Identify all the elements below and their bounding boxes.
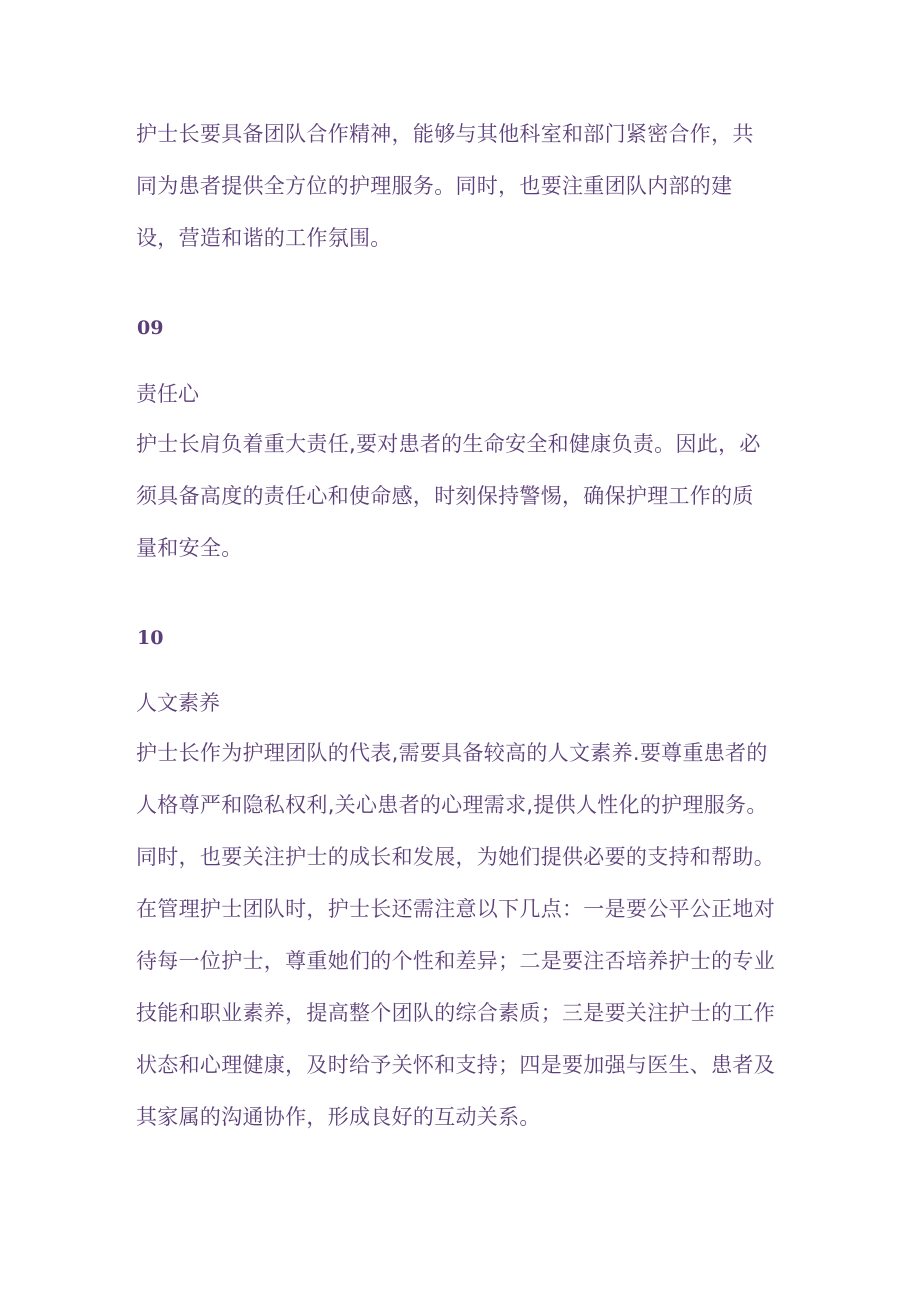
section-title-09: 责任心 (136, 382, 199, 406)
intro-paragraph (136, 108, 754, 264)
paragraph-line: 量和安全。 (136, 536, 243, 560)
section-09-paragraph (136, 418, 761, 574)
paragraph-line: 同时，也要关注护士的成长和发展，为她们提供必要的支持和帮助。 (136, 845, 775, 869)
paragraph-line: 设，营造和谐的工作氛围。 (136, 226, 392, 250)
paragraph-line: 在管理护士团队时，护士长还需注意以下几点：一是要公平公正地对 (136, 897, 775, 921)
paragraph-line: 同为患者提供全方位的护理服务。同时，也要注重团队内部的建 (136, 174, 733, 198)
section-10-paragraph (136, 727, 775, 1143)
paragraph-line: 护士长肩负着重大责任,要对患者的生命安全和健康负责。因此，必 (136, 432, 761, 456)
paragraph-line: 护士长要具备团队合作精神，能够与其他科室和部门紧密合作，共 (136, 122, 754, 146)
paragraph-line: 人格尊严和隐私权利,关心患者的心理需求,提供人性化的护理服务。 (136, 793, 768, 817)
section-number-09: 09 (137, 317, 164, 339)
section-number-10: 10 (137, 627, 164, 649)
paragraph-line: 技能和职业素养，提高整个团队的综合素质；三是要关注护士的工作 (136, 1001, 775, 1025)
paragraph-line: 其家属的沟通协作，形成良好的互动关系。 (136, 1105, 541, 1129)
paragraph-line: 护士长作为护理团队的代表,需要具备较高的人文素养.要尊重患者的 (136, 741, 768, 765)
paragraph-line: 待每一位护士，尊重她们的个性和差异；二是要注否培养护士的专业 (136, 949, 775, 973)
section-title-10: 人文素养 (136, 691, 220, 715)
paragraph-line: 状态和心理健康，及时给予关怀和支持；四是要加强与医生、患者及 (136, 1053, 775, 1077)
paragraph-line: 须具备高度的责任心和使命感，时刻保持警惕，确保护理工作的质 (136, 484, 754, 508)
